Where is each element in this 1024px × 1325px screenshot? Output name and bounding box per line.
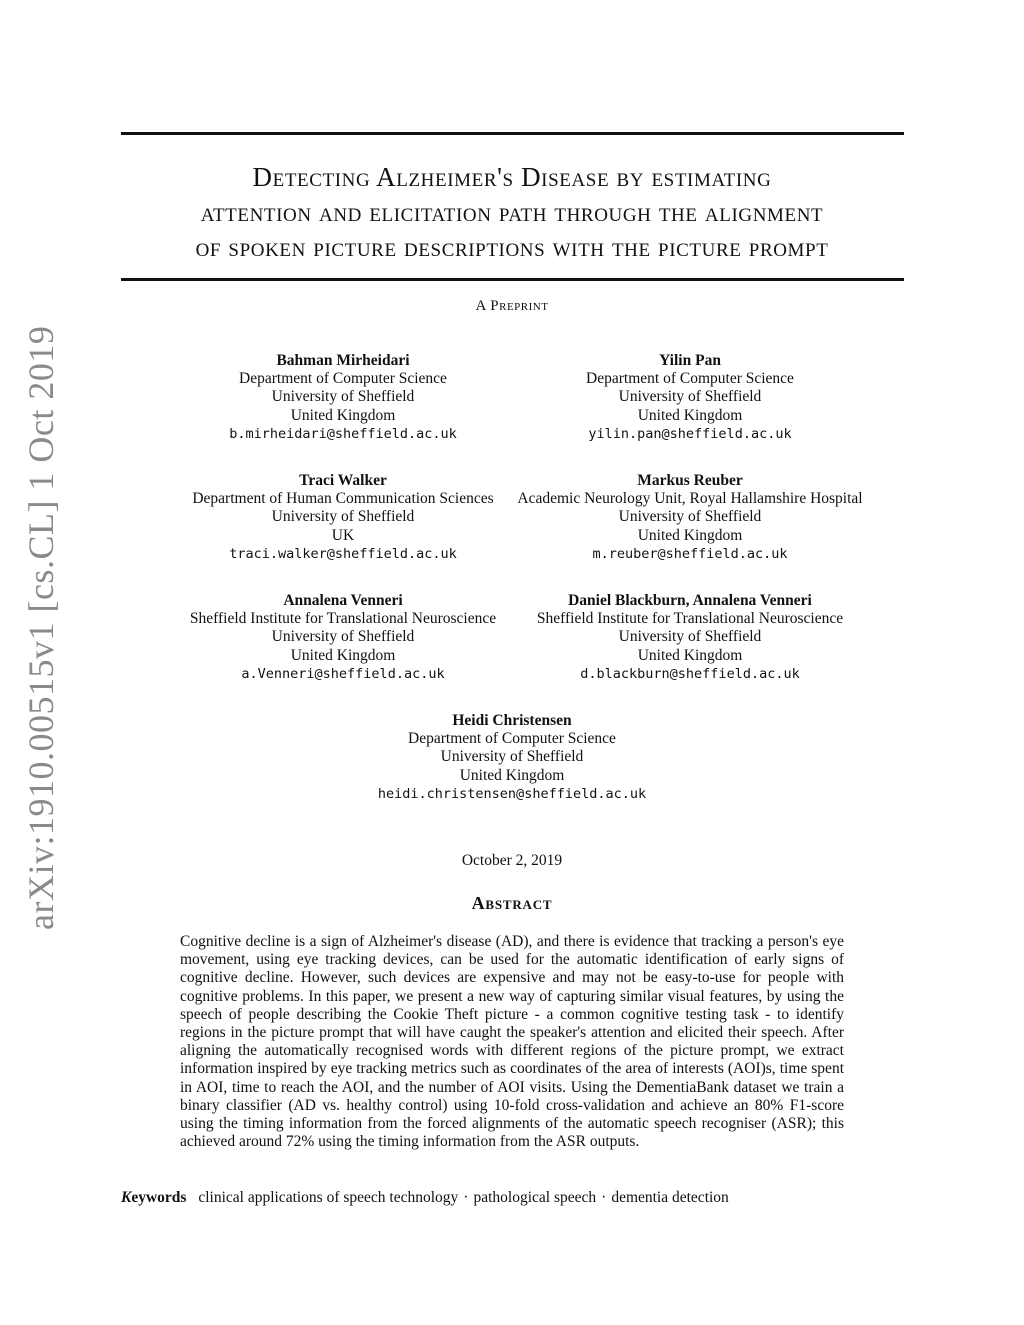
- author-affiliation: Department of Computer Science: [239, 370, 447, 388]
- author-email: d.blackburn@sheffield.ac.uk: [580, 665, 800, 682]
- author-email: m.reuber@sheffield.ac.uk: [592, 545, 788, 562]
- paper-title-line-2: attention and elicitation path through the alignment: [200, 197, 824, 227]
- arxiv-identifier-stamp: arXiv:1910.00515v1 [cs.CL] 1 Oct 2019: [21, 325, 61, 930]
- author-email: b.mirheidari@sheffield.ac.uk: [229, 425, 457, 442]
- author-name: Annalena Venneri: [283, 592, 403, 609]
- author-affiliation: Department of Computer Science: [408, 730, 616, 748]
- author-university: University of Sheffield: [618, 388, 762, 406]
- author-block-blackburn-venneri: [490, 592, 890, 683]
- author-country: United Kingdom: [290, 646, 396, 664]
- author-university: University of Sheffield: [271, 388, 415, 406]
- author-country: United Kingdom: [637, 646, 743, 664]
- author-email: a.Venneri@sheffield.ac.uk: [241, 665, 445, 682]
- keyword-item: clinical applications of speech technology: [198, 1189, 459, 1206]
- abstract-body: Cognitive decline is a sign of Alzheimer's disease (AD), and there is evidence that tracking a person's eye movement, using eye tracking devices, can be used for the automatic identification of early signs of cognitive decline. However, such devices are expensive and may not be easy-to-use for people with cognitive problems. In this paper, we present a new way of capturing similar visual features, by using the speech of people describing the Cookie Theft picture - a common cognitive testing task - to identify regions in the picture prompt that will have caught the speaker's attention and elicited their speech. After aligning the automatically recognised words with different regions of the picture prompt, we extract information inspired by eye tracking metrics such as coordinates of the area of interests (AOI)s, time spent in AOI, time to reach the AOI, and the number of AOI visits. Using the DementiaBank dataset we train a binary classifier (AD vs. healthy control) using 10-fold cross-validation and achieve an 80% F1-score using the timing information from the forced alignments of the automatic speech recogniser (ASR); this achieved around 72% using the timing information from the ASR outputs.: [180, 933, 844, 1151]
- author-university: University of Sheffield: [440, 748, 584, 766]
- author-block-mirheidari: [143, 352, 543, 443]
- author-university: University of Sheffield: [618, 628, 762, 646]
- author-email: traci.walker@sheffield.ac.uk: [229, 545, 457, 562]
- author-affiliation: Academic Neurology Unit, Royal Hallamshire Hospital: [517, 490, 863, 508]
- title-top-rule: [121, 132, 904, 135]
- author-country: United Kingdom: [637, 406, 743, 424]
- paper-title-line-3: of spoken picture descriptions with the picture prompt: [195, 232, 829, 262]
- author-block-reuber: [490, 472, 890, 563]
- author-affiliation: Sheffield Institute for Translational Neuroscience: [536, 610, 844, 628]
- author-country: United Kingdom: [290, 406, 396, 424]
- keyword-item: dementia detection: [611, 1189, 729, 1206]
- author-university: University of Sheffield: [618, 508, 762, 526]
- author-affiliation: Department of Computer Science: [586, 370, 794, 388]
- keyword-item: pathological speech: [473, 1189, 597, 1206]
- preprint-label: A Preprint: [475, 298, 549, 314]
- author-block-pan: [490, 352, 890, 443]
- author-block-christensen: [312, 712, 712, 803]
- abstract-heading: Abstract: [471, 893, 553, 913]
- author-block-walker: [143, 472, 543, 563]
- author-block-venneri: [143, 592, 543, 683]
- author-email: yilin.pan@sheffield.ac.uk: [588, 425, 792, 442]
- paper-title-line-1: Detecting Alzheimer's Disease by estimating: [252, 162, 772, 192]
- author-affiliation: Sheffield Institute for Translational Neuroscience: [189, 610, 497, 628]
- author-email: heidi.christensen@sheffield.ac.uk: [377, 785, 647, 802]
- author-name: Yilin Pan: [659, 352, 721, 369]
- publication-date: October 2, 2019: [461, 852, 563, 869]
- author-university: University of Sheffield: [271, 628, 415, 646]
- author-name: Daniel Blackburn, Annalena Venneri: [568, 592, 812, 609]
- author-name: Bahman Mirheidari: [276, 352, 410, 369]
- keywords-label: Keywords: [121, 1189, 187, 1206]
- keyword-separator: ·: [601, 1189, 607, 1206]
- author-name: Markus Reuber: [637, 472, 743, 489]
- author-country: UK: [331, 526, 355, 544]
- author-name: Traci Walker: [299, 472, 387, 489]
- author-university: University of Sheffield: [271, 508, 415, 526]
- keywords-line: [121, 1189, 904, 1207]
- title-bottom-rule: [121, 278, 904, 281]
- author-country: United Kingdom: [637, 526, 743, 544]
- paper-title: [100, 160, 924, 265]
- author-name: Heidi Christensen: [452, 712, 572, 729]
- author-affiliation: Department of Human Communication Sciences: [192, 490, 494, 508]
- keyword-separator: ·: [463, 1189, 469, 1206]
- author-country: United Kingdom: [459, 766, 565, 784]
